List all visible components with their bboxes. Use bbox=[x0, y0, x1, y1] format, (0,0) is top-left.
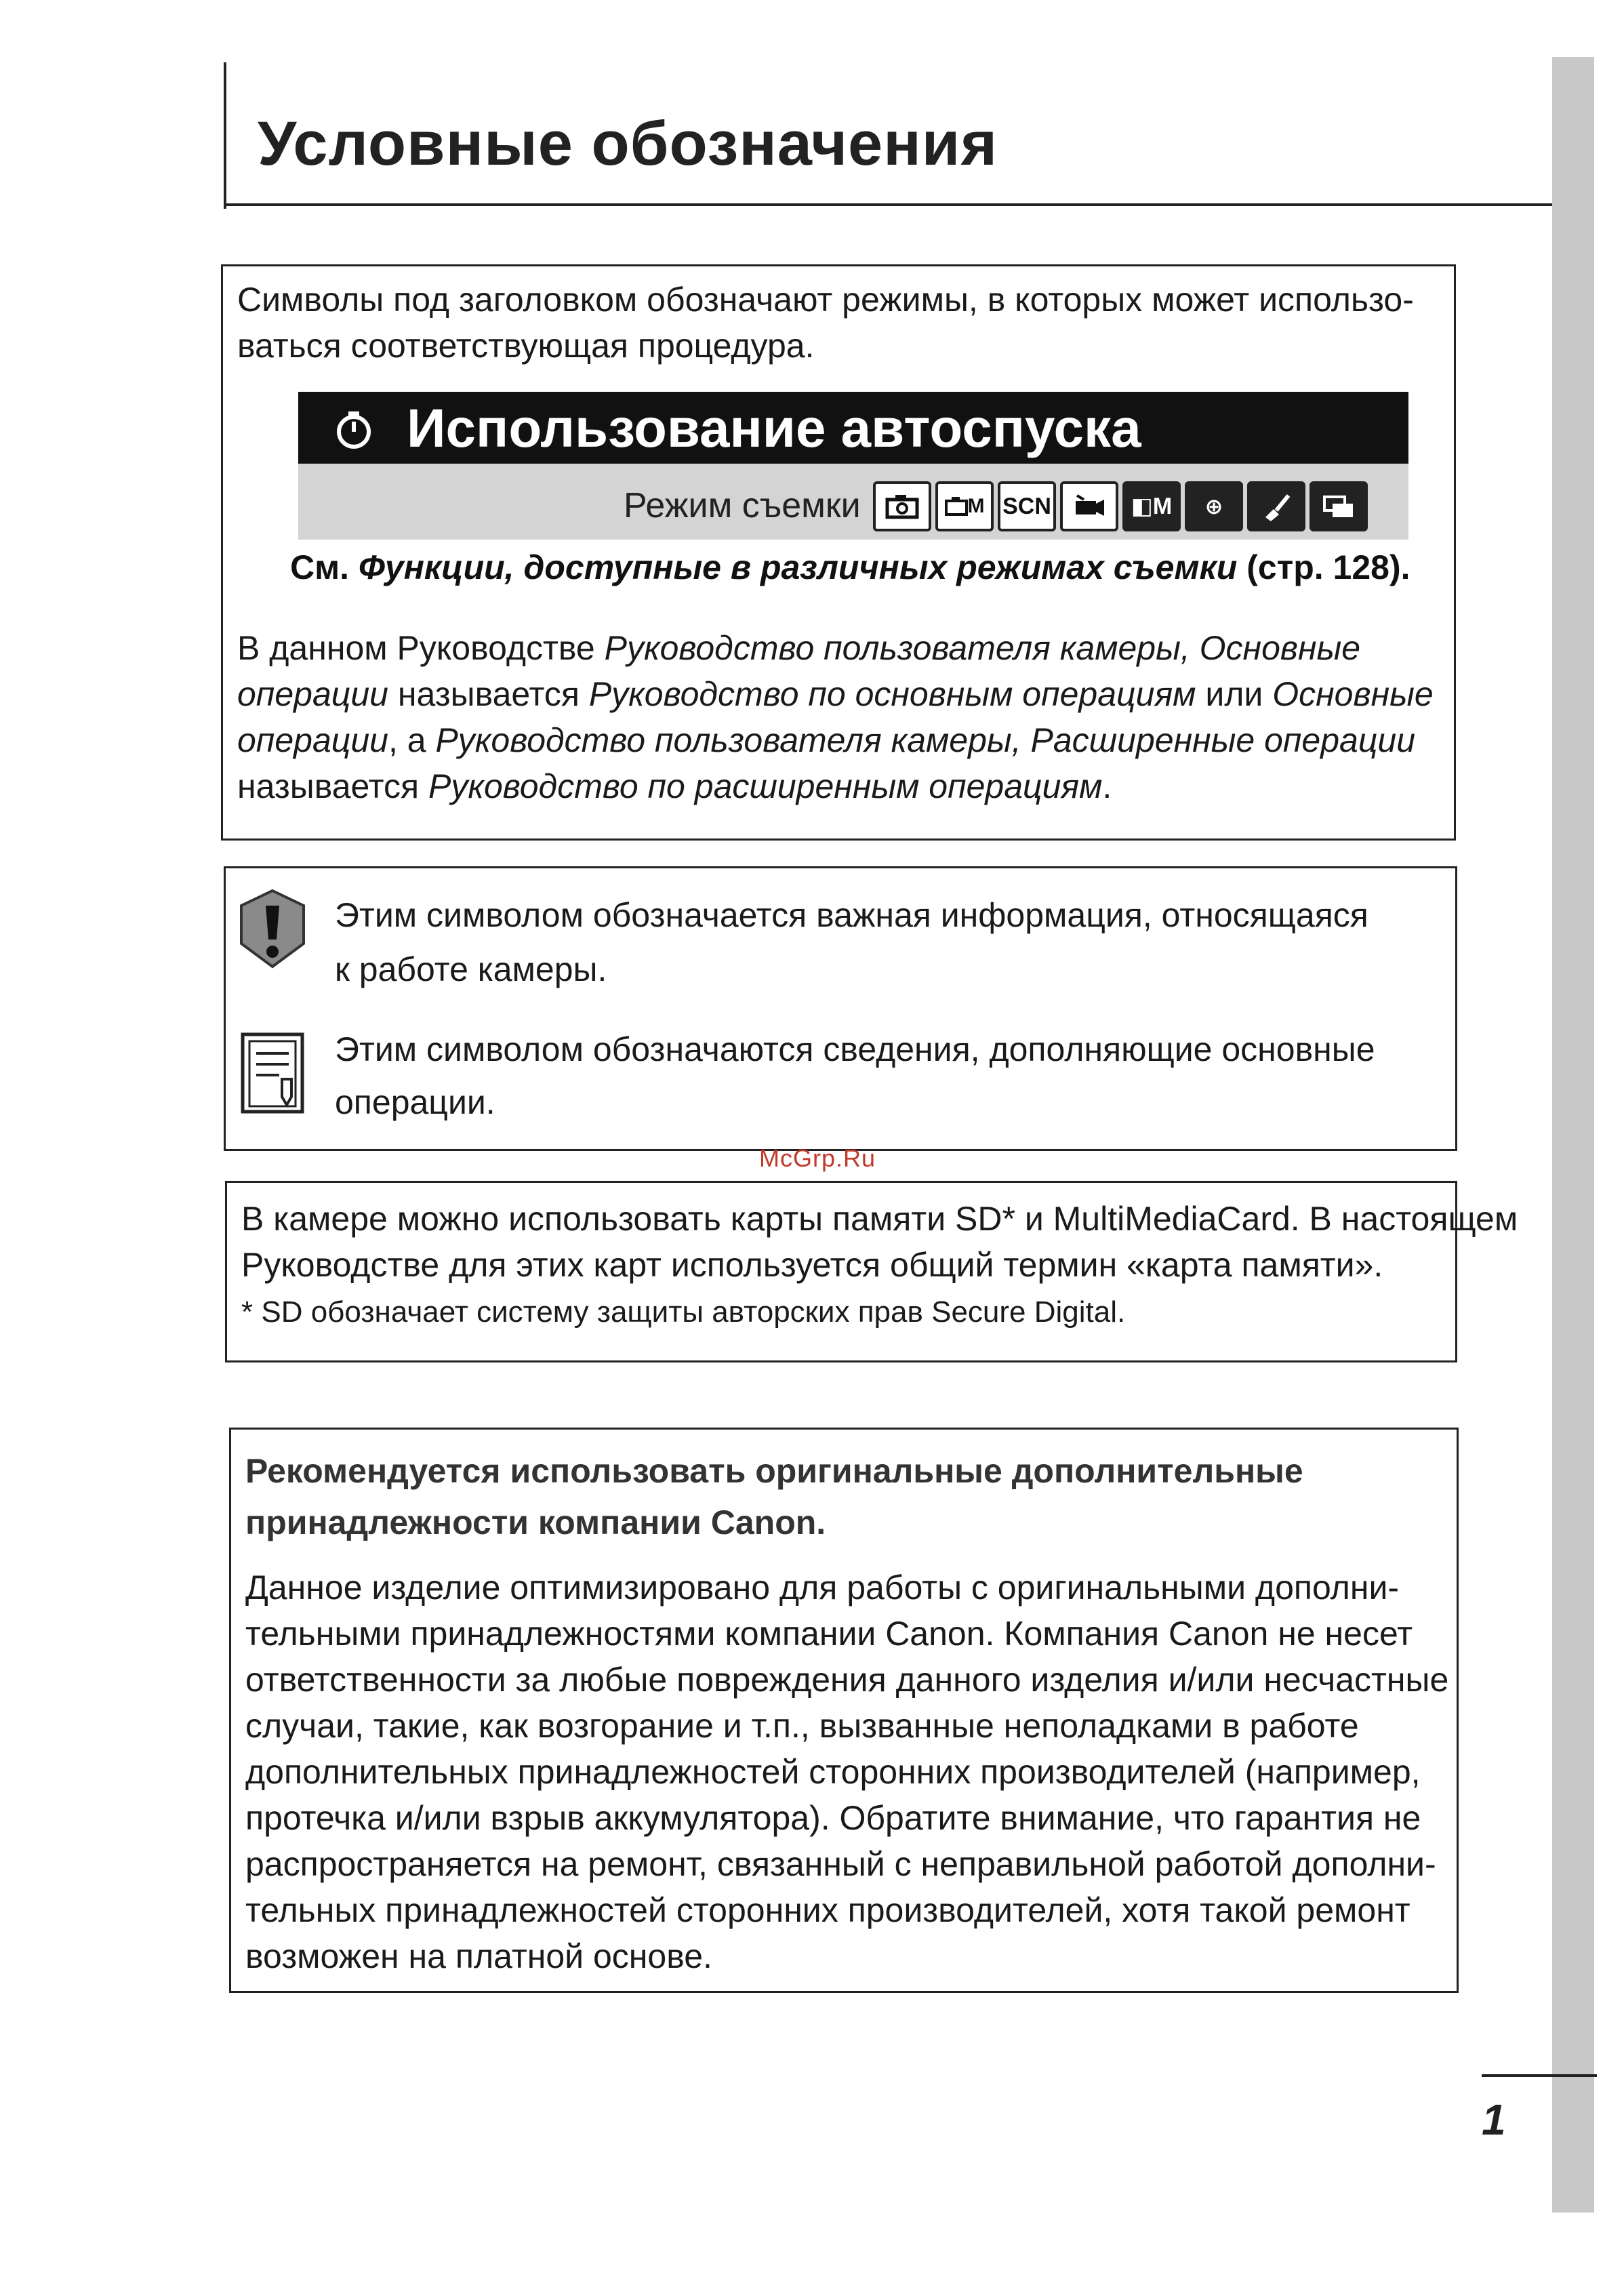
accessories-body-line-8: тельных принадлежностей сторонних производителей, хотя такой ремонт bbox=[245, 1891, 1410, 1929]
intro-line-1: Символы под заголовком обозначают режимы, в которых может использо- bbox=[237, 281, 1414, 319]
accessories-body-line-7: распространяется на ремонт, связанный с неправильной работой дополни- bbox=[245, 1845, 1436, 1883]
memo-line-1: Этим символом обозначаются сведения, дополняющие основные bbox=[335, 1030, 1375, 1068]
accessories-body-line-6: протечка и/или взрыв аккумулятора). Обратите внимание, что гарантия не bbox=[245, 1799, 1421, 1837]
demo-heading-title: Использование автоспуска bbox=[407, 398, 1141, 458]
cards-line-1: В камере можно использовать карты памяти SD* и MultiMediaCard. В настоящем bbox=[241, 1200, 1518, 1238]
cards-line-2: Руководстве для этих карт используется общий термин «карта памяти». bbox=[241, 1246, 1383, 1284]
frames-icon bbox=[1310, 481, 1368, 531]
guide-line-1: В данном Руководстве Руководство пользователя камеры, Основные bbox=[237, 629, 1361, 667]
accessories-body-line-1: Данное изделие оптимизировано для работы с оригинальными дополни- bbox=[245, 1569, 1400, 1607]
stitch-m-icon: ◧M bbox=[1122, 481, 1181, 531]
brush-icon bbox=[1247, 481, 1305, 531]
movie-icon bbox=[1060, 481, 1118, 531]
page-title: Условные обозначения bbox=[258, 109, 998, 178]
guide-line-3: операции, а Руководство пользователя камеры, Расширенные операции bbox=[237, 721, 1416, 759]
caution-icon bbox=[236, 888, 309, 969]
accessories-heading-line-1: Рекомендуется использовать оригинальные дополнительные bbox=[245, 1452, 1303, 1490]
page-number: 1 bbox=[1482, 2095, 1506, 2144]
shooting-mode-label: Режим съемки bbox=[624, 486, 861, 525]
memo-icon bbox=[239, 1032, 306, 1114]
self-timer-icon bbox=[333, 409, 374, 450]
accessories-body-line-3: ответственности за любые повреждения данного изделия и/или несчастные bbox=[245, 1661, 1449, 1699]
watermark: McGrp.Ru bbox=[759, 1144, 876, 1172]
title-rule-horizontal bbox=[224, 203, 1593, 206]
camera-m-icon: M bbox=[935, 481, 994, 531]
caution-line-2: к работе камеры. bbox=[335, 950, 607, 988]
memo-line-2: операции. bbox=[335, 1083, 495, 1121]
guide-line-4: называется Руководство по расширенным операциям. bbox=[237, 767, 1112, 805]
scn-icon: SCN bbox=[998, 481, 1056, 531]
title-rule-vertical bbox=[224, 62, 226, 209]
page-edge-strip bbox=[1552, 57, 1594, 2213]
intro-line-2: ваться соответствующая процедура. bbox=[237, 327, 815, 365]
see-reference-line: См. Функции, доступные в различных режимах съемки (стр. 128). bbox=[290, 548, 1410, 586]
accessories-heading-line-2: принадлежности компании Canon. bbox=[245, 1503, 826, 1541]
accessories-body-line-4: случаи, такие, как возгорание и т.п., вызванные неполадками в работе bbox=[245, 1707, 1359, 1745]
camera-icon bbox=[873, 481, 931, 531]
cards-footnote: * SD обозначает систему защиты авторских прав Secure Digital. bbox=[241, 1295, 1126, 1329]
accessories-body-line-5: дополнительных принадлежностей сторонних производителей (например, bbox=[245, 1753, 1421, 1791]
zoom-b-icon: ⊕ bbox=[1185, 481, 1243, 531]
guide-line-2: операции называется Руководство по основным операциям или Основные bbox=[237, 675, 1434, 713]
mode-icons-row bbox=[873, 481, 1368, 531]
accessories-body-line-2: тельными принадлежностями компании Canon. Компания Canon не несет bbox=[245, 1615, 1413, 1653]
caution-line-1: Этим символом обозначается важная информация, относящаяся bbox=[335, 896, 1368, 934]
footer-rule bbox=[1482, 2074, 1597, 2077]
accessories-body-line-9: возможен на платной основе. bbox=[245, 1937, 712, 1975]
